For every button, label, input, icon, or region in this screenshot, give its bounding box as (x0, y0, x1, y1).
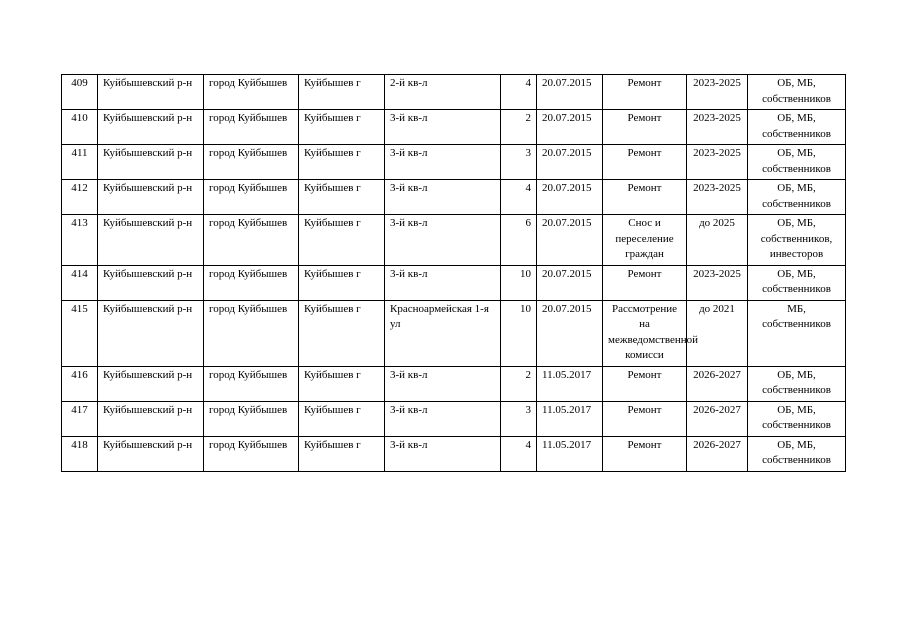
cell-funding: ОБ, МБ, собственников (748, 265, 846, 300)
cell-measure: Ремонт (603, 110, 687, 145)
table-row (62, 436, 846, 471)
cell-funding: МБ, собственников (748, 300, 846, 366)
table-row (62, 265, 846, 300)
cell-measure: Рассмотрение на межведомственной комисси (603, 300, 687, 366)
cell-city: Куйбышев г (299, 215, 385, 266)
cell-date: 20.07.2015 (537, 75, 603, 110)
cell-city: Куйбышев г (299, 145, 385, 180)
cell-house: 4 (501, 75, 537, 110)
table-row (62, 300, 846, 366)
cell-period: 2023-2025 (687, 180, 748, 215)
cell-date: 11.05.2017 (537, 401, 603, 436)
cell-funding: ОБ, МБ, собственников, инвесторов (748, 215, 846, 266)
cell-city: Куйбышев г (299, 110, 385, 145)
table-row (62, 366, 846, 401)
table-row (62, 75, 846, 110)
cell-number: 410 (62, 110, 98, 145)
cell-measure: Ремонт (603, 75, 687, 110)
cell-funding: ОБ, МБ, собственников (748, 180, 846, 215)
cell-measure: Ремонт (603, 145, 687, 180)
cell-number: 415 (62, 300, 98, 366)
cell-house: 4 (501, 436, 537, 471)
cell-city: Куйбышев г (299, 366, 385, 401)
cell-date: 20.07.2015 (537, 180, 603, 215)
cell-funding: ОБ, МБ, собственников (748, 110, 846, 145)
table-row (62, 110, 846, 145)
cell-settlement: город Куйбышев (204, 180, 299, 215)
cell-measure: Ремонт (603, 401, 687, 436)
table-row (62, 401, 846, 436)
cell-house: 2 (501, 366, 537, 401)
cell-settlement: город Куйбышев (204, 401, 299, 436)
housing-registry-table (61, 74, 846, 472)
table-row (62, 145, 846, 180)
cell-street: 2-й кв-л (385, 75, 501, 110)
cell-measure: Ремонт (603, 180, 687, 215)
cell-district: Куйбышевский р-н (98, 75, 204, 110)
cell-measure: Ремонт (603, 366, 687, 401)
cell-period: 2023-2025 (687, 265, 748, 300)
cell-city: Куйбышев г (299, 436, 385, 471)
cell-house: 10 (501, 265, 537, 300)
cell-measure: Снос и переселение граждан (603, 215, 687, 266)
cell-settlement: город Куйбышев (204, 436, 299, 471)
cell-district: Куйбышевский р-н (98, 300, 204, 366)
cell-district: Куйбышевский р-н (98, 215, 204, 266)
cell-funding: ОБ, МБ, собственников (748, 401, 846, 436)
cell-district: Куйбышевский р-н (98, 110, 204, 145)
cell-district: Куйбышевский р-н (98, 180, 204, 215)
cell-date: 20.07.2015 (537, 265, 603, 300)
cell-date: 11.05.2017 (537, 436, 603, 471)
cell-date: 20.07.2015 (537, 215, 603, 266)
cell-district: Куйбышевский р-н (98, 145, 204, 180)
cell-date: 11.05.2017 (537, 366, 603, 401)
cell-street: 3-й кв-л (385, 215, 501, 266)
cell-street: Красноармейская 1-я ул (385, 300, 501, 366)
cell-house: 2 (501, 110, 537, 145)
cell-measure: Ремонт (603, 436, 687, 471)
cell-city: Куйбышев г (299, 265, 385, 300)
cell-settlement: город Куйбышев (204, 110, 299, 145)
cell-number: 418 (62, 436, 98, 471)
cell-city: Куйбышев г (299, 401, 385, 436)
cell-street: 3-й кв-л (385, 366, 501, 401)
cell-house: 3 (501, 145, 537, 180)
cell-street: 3-й кв-л (385, 265, 501, 300)
cell-number: 416 (62, 366, 98, 401)
cell-funding: ОБ, МБ, собственников (748, 75, 846, 110)
cell-settlement: город Куйбышев (204, 265, 299, 300)
cell-period: 2026-2027 (687, 436, 748, 471)
cell-street: 3-й кв-л (385, 401, 501, 436)
cell-house: 3 (501, 401, 537, 436)
cell-period: 2023-2025 (687, 75, 748, 110)
cell-funding: ОБ, МБ, собственников (748, 436, 846, 471)
cell-city: Куйбышев г (299, 300, 385, 366)
cell-house: 6 (501, 215, 537, 266)
cell-street: 3-й кв-л (385, 110, 501, 145)
cell-period: 2026-2027 (687, 366, 748, 401)
cell-house: 4 (501, 180, 537, 215)
table-row (62, 180, 846, 215)
cell-period: 2023-2025 (687, 110, 748, 145)
cell-street: 3-й кв-л (385, 436, 501, 471)
cell-number: 411 (62, 145, 98, 180)
cell-period: до 2021 (687, 300, 748, 366)
cell-number: 413 (62, 215, 98, 266)
cell-district: Куйбышевский р-н (98, 265, 204, 300)
cell-street: 3-й кв-л (385, 145, 501, 180)
cell-period: 2026-2027 (687, 401, 748, 436)
cell-district: Куйбышевский р-н (98, 401, 204, 436)
cell-measure: Ремонт (603, 265, 687, 300)
cell-number: 414 (62, 265, 98, 300)
cell-period: до 2025 (687, 215, 748, 266)
cell-date: 20.07.2015 (537, 110, 603, 145)
cell-settlement: город Куйбышев (204, 366, 299, 401)
cell-settlement: город Куйбышев (204, 215, 299, 266)
cell-settlement: город Куйбышев (204, 300, 299, 366)
cell-district: Куйбышевский р-н (98, 366, 204, 401)
cell-city: Куйбышев г (299, 180, 385, 215)
cell-number: 417 (62, 401, 98, 436)
cell-funding: ОБ, МБ, собственников (748, 366, 846, 401)
cell-date: 20.07.2015 (537, 300, 603, 366)
cell-date: 20.07.2015 (537, 145, 603, 180)
cell-number: 412 (62, 180, 98, 215)
cell-number: 409 (62, 75, 98, 110)
cell-period: 2023-2025 (687, 145, 748, 180)
cell-settlement: город Куйбышев (204, 145, 299, 180)
cell-settlement: город Куйбышев (204, 75, 299, 110)
cell-house: 10 (501, 300, 537, 366)
table-row (62, 215, 846, 266)
cell-city: Куйбышев г (299, 75, 385, 110)
cell-district: Куйбышевский р-н (98, 436, 204, 471)
cell-street: 3-й кв-л (385, 180, 501, 215)
cell-funding: ОБ, МБ, собственников (748, 145, 846, 180)
